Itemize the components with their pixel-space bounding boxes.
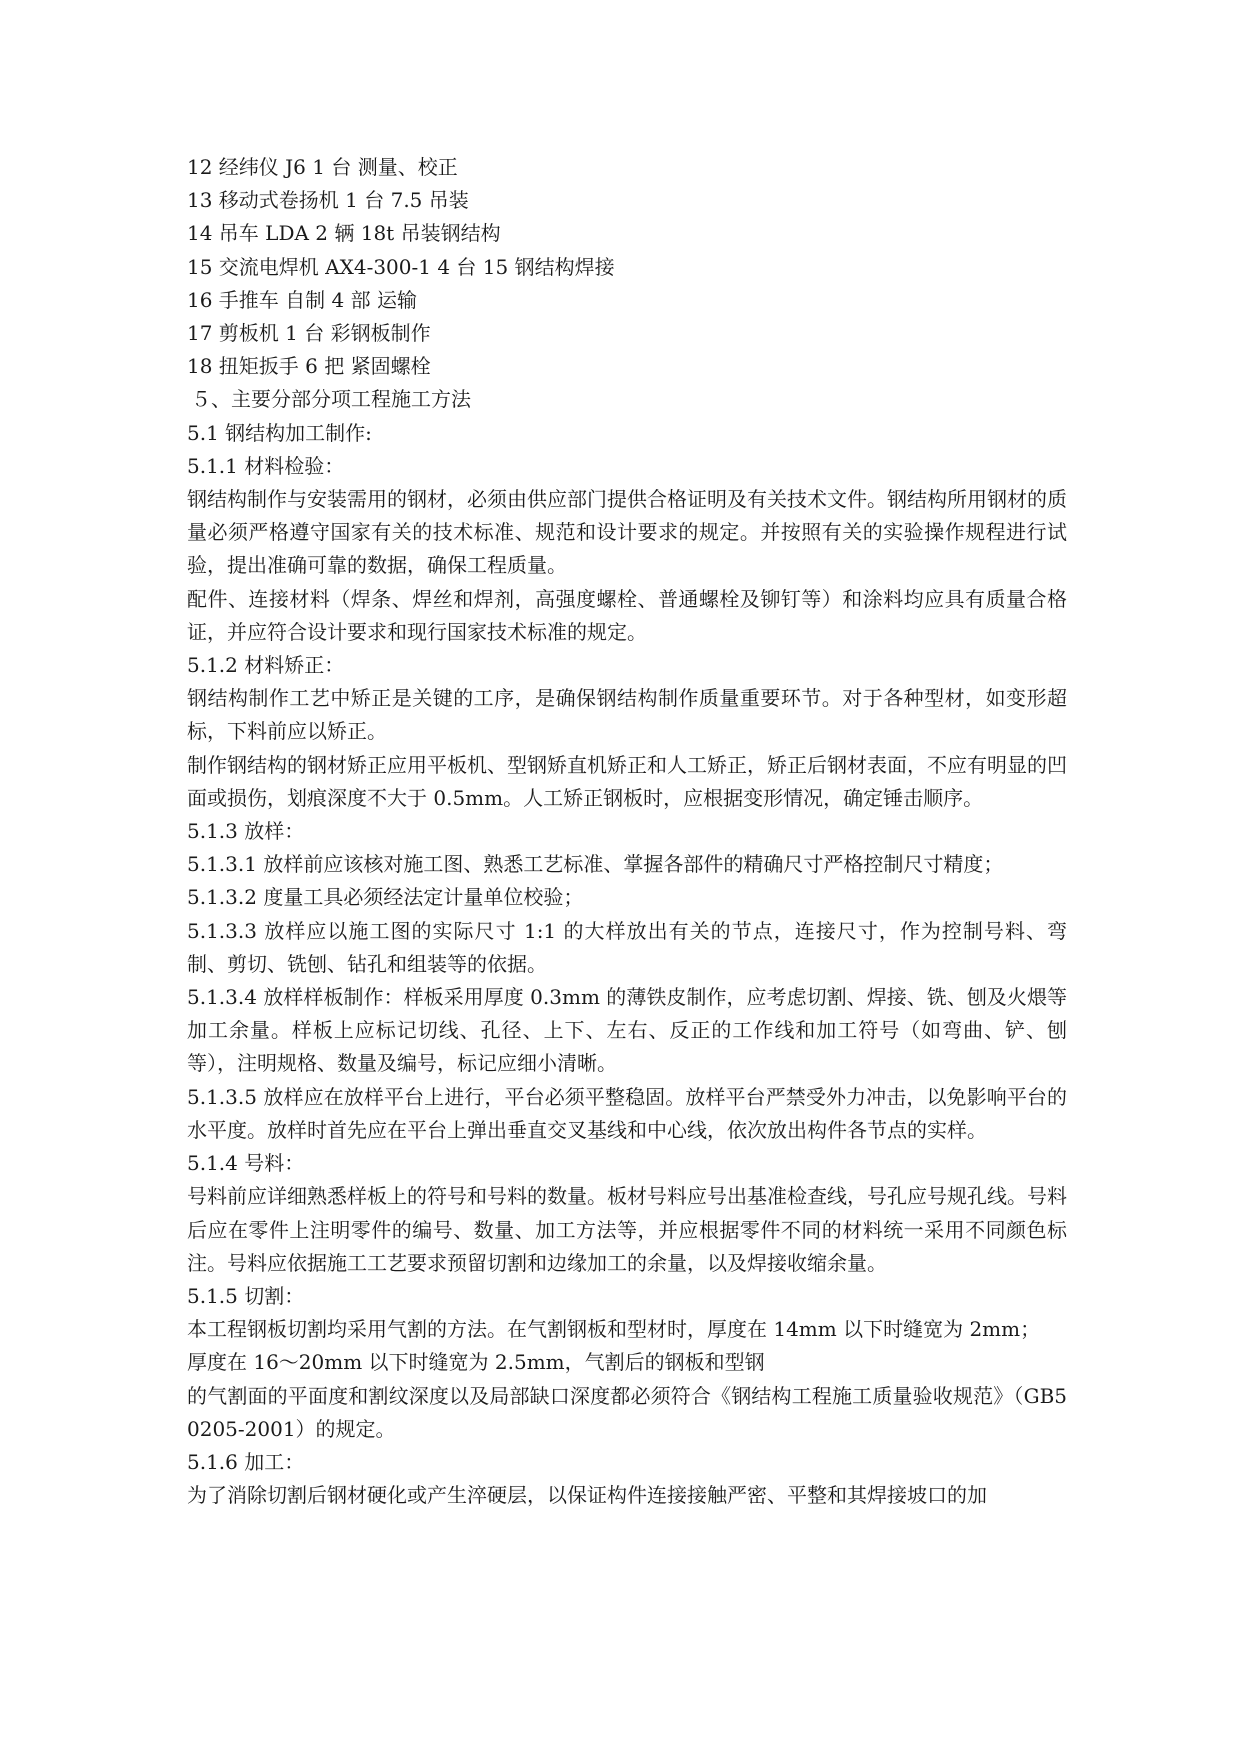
equipment-row-14: 14 吊车 LDA 2 辆 18t 吊装钢结构 [187,221,501,246]
item-5-1-3-3: 5.1.3.3 放样应以施工图的实际尺寸 1:1 的大样放出有关的节点，连接尺寸，作为控制号料、弯制、剪切、铣刨、钻孔和组装等的依据。 [187,918,1067,976]
section-5-1-1-heading: 5.1.1 材料检验： [187,453,345,478]
equipment-row-12: 12 经纬仪 J6 1 台 测量、校正 [187,155,458,179]
item-5-1-3-2: 5.1.3.2 度量工具必须经法定计量单位校验； [187,885,584,910]
equipment-row-17: 17 剪板机 1 台 彩钢板制作 [187,321,431,346]
cutting-line-2: 厚度在 16～20mm 以下时缝宽为 2.5mm，气割后的钢板和型钢 [187,1350,765,1375]
paragraph-connecting-materials: 配件、连接材料（焊条、焊丝和焊剂，高强度螺栓、普通螺栓及铆钉等）和涂料均应具有质量合格证，并应符合设计要求和现行国家技术标准的规定。 [187,586,1067,644]
equipment-row-16: 16 手推车 自制 4 部 运输 [187,287,417,312]
item-5-1-3-1: 5.1.3.1 放样前应该核对施工图、熟悉工艺标准、掌握各部件的精确尺寸严格控制尺寸精度； [187,852,1004,877]
equipment-row-13: 13 移动式卷扬机 1 台 7.5 吊装 [187,188,469,213]
section-5-1-4-heading: 5.1.4 号料： [187,1151,305,1176]
equipment-row-15: 15 交流电焊机 AX4-300-1 4 台 15 钢结构焊接 [187,254,615,279]
section-5-1-2-heading: 5.1.2 材料矫正： [187,653,345,678]
paragraph-material-inspection: 钢结构制作与安装需用的钢材，必须由供应部门提供合格证明及有关技术文件。钢结构所用钢材的质量必须严格遵守国家有关的技术标准、规范和设计要求的规定。并按照有关的实验操作规程进行试验，提出准确可靠的数据，确保工程质量。 [187,487,1067,578]
paragraph-marking: 号料前应详细熟悉样板上的符号和号料的数量。板材号料应号出基准检查线，号孔应号规孔线。号料后应在零件上注明零件的编号、数量、加工方法等，并应根据零件不同的材料统一采用不同颜色标注。号料应依据施工工艺要求预留切割和边缘加工的余量，以及焊接收缩余量。 [187,1184,1067,1275]
cutting-line-1: 本工程钢板切割均采用气割的方法。在气割钢板和型材时，厚度在 14mm 以下时缝宽为 2mm； [187,1317,1041,1342]
section-5-heading: ５、主要分部分项工程施工方法 [191,387,471,412]
item-5-1-3-4: 5.1.3.4 放样样板制作：样板采用厚度 0.3mm 的薄铁皮制作，应考虑切割、焊接、铣、刨及火煨等加工余量。样板上应标记切线、孔径、上下、左右、反正的工作线和加工符号（如弯曲、铲、刨等），注明规格、数量及编号，标记应细小清晰。 [187,985,1067,1076]
section-5-1-6-heading: 5.1.6 加工： [187,1449,305,1474]
document-page [187,151,1067,1512]
paragraph-processing: 为了消除切割后钢材硬化或产生淬硬层，以保证构件连接接触严密、平整和其焊接坡口的加 [187,1483,987,1508]
section-5-1-3-heading: 5.1.3 放样： [187,819,305,844]
equipment-row-18: 18 扭矩扳手 6 把 紧固螺栓 [187,354,431,379]
section-5-1-5-heading: 5.1.5 切割： [187,1283,305,1308]
item-5-1-3-5: 5.1.3.5 放样应在放样平台上进行，平台必须平整稳固。放样平台严禁受外力冲击，以免影响平台的水平度。放样时首先应在平台上弹出垂直交叉基线和中心线，依次放出构件各节点的实样。 [187,1084,1067,1142]
paragraph-straightening-intro: 钢结构制作工艺中矫正是关键的工序，是确保钢结构制作质量重要环节。对于各种型材，如变形超标，下料前应以矫正。 [187,686,1067,744]
paragraph-cutting-standard: 的气割面的平面度和割纹深度以及局部缺口深度都必须符合《钢结构工程施工质量验收规范》（GB50205-2001）的规定。 [187,1383,1067,1441]
section-5-1-heading: 5.1 钢结构加工制作: [187,420,372,445]
paragraph-straightening-method: 制作钢结构的钢材矫正应用平板机、型钢矫直机矫正和人工矫正，矫正后钢材表面，不应有明显的凹面或损伤，划痕深度不大于 0.5mm。人工矫正钢板时，应根据变形情况，确定锤击顺序。 [187,752,1067,810]
